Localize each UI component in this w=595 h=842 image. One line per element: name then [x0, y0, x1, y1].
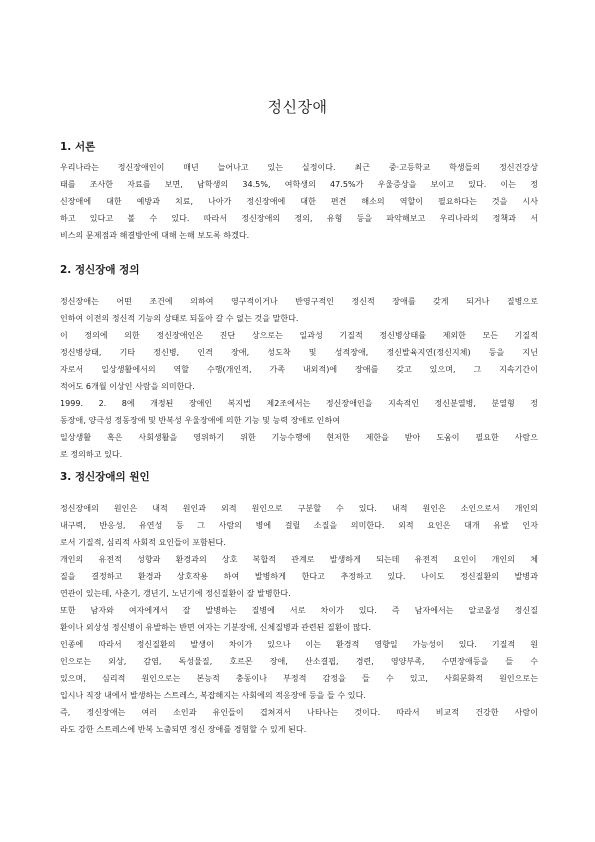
- body-line: 개인의 유전적 성향과 환경과의 상호 복합적 관계로 발생하게 되는데 유전적 요인이 개인의 체: [60, 555, 538, 564]
- body-line: 동장애, 양극성 정동장애 및 반복성 우울장애에 의한 기능 및 능력 장애로 인하여: [60, 416, 341, 425]
- section-definition: [60, 263, 538, 463]
- body-line: 1999. 2. 8에 개정된 장애인 복지법 제2조에서는 정신장애인을 지속적인 정신분열병, 분열형 정: [60, 399, 538, 408]
- body-line: 정신장애는 어떤 조건에 의하여 영구적이거나 반영구적인 정신적 장애를 갖게 되거나 질병으로: [60, 297, 538, 306]
- body-line: 환이나 외상성 정신병이 유발하는 반면 여자는 기분장애, 신체질병과 관련된 질환이 많다.: [60, 623, 372, 632]
- body-line: 내구력, 반응성, 유연성 등 그 사람의 병에 걸릴 소질을 의미한다. 외적 요인은 대개 유발 인자: [60, 521, 538, 530]
- section-body: [60, 500, 538, 738]
- body-line: 로 정의하고 있다.: [60, 450, 123, 459]
- body-line: 태를 조사한 자료를 보면, 남학생의 34.5%, 여학생의 47.5%가 우울증상을 보이고 있다. 이는 정: [60, 180, 538, 189]
- body-line: 입시나 직장 내에서 발생하는 스트레스, 복잡해지는 사회에의 적응장애 등을 들 수 있다.: [60, 691, 366, 700]
- body-line: 연관이 있는데, 사춘기, 갱년기, 노년기에 정신질환이 잘 발병한다.: [60, 589, 291, 598]
- body-line: 적어도 6개월 이상인 사람을 의미한다.: [60, 382, 195, 391]
- section-introduction: [60, 140, 538, 244]
- body-line: 인으로는 외상, 감염, 독성물질, 호르몬 장애, 산소결핍, 경련, 영양부족, 수면장애등을 들 수: [60, 657, 538, 666]
- section-heading: 1. 서론: [60, 141, 96, 153]
- body-line: 신장애에 대한 예방과 치료, 나아가 정신장애에 대한 편견 해소의 역할이 필요하다는 것을 시사: [60, 197, 538, 206]
- section-body: [60, 159, 538, 244]
- section-causes: [60, 470, 538, 738]
- body-line: 로서 기질적, 심리적 사회적 요인들이 포함된다.: [60, 538, 226, 547]
- section-heading: 3. 정신장애의 원인: [60, 471, 150, 483]
- body-line: 우리나라는 정신장애인이 매년 늘어나고 있는 실정이다. 최근 중·고등학교 학생들의 정신건강상: [60, 163, 538, 172]
- page-title: 정신장애: [267, 98, 328, 116]
- body-line: 일상생활 혹은 사회생활을 영위하기 위한 기능수행에 현저한 제한을 받아 도움이 필요한 사람으: [60, 433, 538, 442]
- section-heading: 2. 정신장애 정의: [60, 264, 140, 276]
- body-line: 정신병상태, 기타 정신병, 인격 장애, 성도착 및 성적장애, 정신발육지연(정신지체) 등을 지닌: [60, 348, 538, 357]
- body-line: 이 정의에 의한 정신장애인은 진단 상으로는 일과성 기질적 정신병상태를 제외한 모든 기질적: [60, 331, 538, 340]
- section-body: [60, 293, 538, 463]
- body-line: 하고 있다고 볼 수 있다. 따라서 정신장애의 정의, 유형 등을 파악해보고 우리나라의 정책과 서: [60, 214, 538, 223]
- body-line: 인종에 따라서 정신질환의 발생이 차이가 있으나 이는 환경적 영향일 가능성이 있다. 기질적 원: [60, 640, 538, 649]
- body-line: 즉, 정신장애는 여러 소인과 유인들이 겹쳐져서 나타나는 것이다. 따라서 비교적 건강한 사람이: [60, 708, 538, 717]
- body-line: 있으며, 심리적 원인으로는 본능적 충동이나 부정적 감정을 들 수 있고, 사회문화적 원인으로는: [60, 674, 538, 683]
- body-line: 라도 강한 스트레스에 반복 노출되면 정신 장애를 경험할 수 있게 된다.: [60, 725, 307, 734]
- body-line: 정신장애의 원인은 내적 원인과 외적 원인으로 구분할 수 있다. 내적 원인은 소인으로서 개인의: [60, 504, 538, 513]
- body-line: 자로서 일상생활에서의 역할 수행(개인적, 가족 내외적)에 장애를 갖고 있으며, 그 지속기간이: [60, 365, 538, 374]
- body-line: 인하여 이전의 정신적 기능의 상태로 되돌아 갈 수 없는 것을 말한다.: [60, 314, 299, 323]
- body-line: 비스의 문제점과 해결방안에 대해 논해 보도록 하겠다.: [60, 231, 250, 240]
- body-line: 질을 결정하고 환경과 상호작용 하여 발병하게 한다고 추정하고 있다. 나이도 정신질환의 발병과: [60, 572, 538, 581]
- body-line: 또한 남자와 여자에게서 잘 발병하는 질병에 서로 차이가 있다. 즉 남자에서는 알코올성 정신질: [60, 606, 538, 615]
